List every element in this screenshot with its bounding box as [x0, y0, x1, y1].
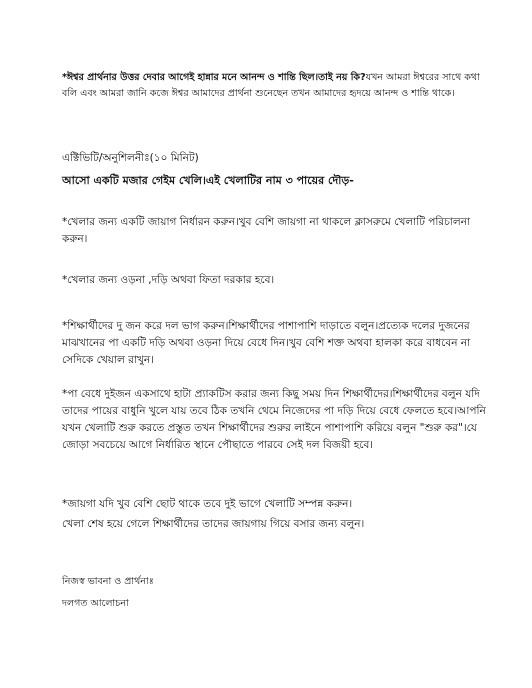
step-1: *খেলার জন্য একটি জায়াগ নির্ধারন করুন।খুব বেশি জায়গা না থাকলে ক্লাসরুমে খেলাটি পরিচালনা করুন।: [62, 216, 471, 245]
discussion-heading: দলগত আলোচনা: [62, 598, 129, 609]
step-5: *জায়গা যদি খুব বেশি ছোট থাকে তবে দুই ভাগে খেলাটি সম্পন্ন করুন।: [62, 498, 353, 510]
intro-bold-text: *ঈশ্বর প্রার্থনার উত্তর দেবার আগেই হান্নার মনে আনন্দ ও শান্তি ছিল।তাই নয় কি?: [62, 72, 366, 83]
intro-body-text: যখন আমরা ঈশ্বরের সাথে কথা বলি এবং আমরা জানি কজে ঈশ্বর আমাদের প্রার্থনা শুনেছেন তখন আমাদের হৃদয়ে আনন্দ ও শান্তি থাকে।: [62, 72, 480, 99]
step-6: খেলা শেষ হয়ে গেলে শিক্ষার্থীদের তাদের জায়গায় গিয়ে বসার জন্য বলুন।: [62, 518, 365, 530]
game-title: আসো একটি মজার গেইম খেলি।এই খেলাটির নাম ৩ পায়ের দৌড়-: [62, 174, 354, 187]
step-3: *শিক্ষার্থীদের দু জন করে দল ভাগ করুন।শিক্ষার্থীদের পাশাপাশি দাড়াতে বলুন।প্রত্যেক দলের দুজনের মাঝখানের পা একটি দড়ি অথবা ওড়না দিয়ে বেধে দিন।খুব বেশি শক্ত অথবা হালকা করে বাধবেন না সেদিকে খেয়াল রাখুন।: [62, 320, 471, 366]
reflection-heading: নিজস্ব ভাবনা ও প্রার্থনাঃ: [62, 576, 154, 587]
step-4: *পা বেধে দুইজন একসাথে হাটা প্র্যাকটিস করার জন্য কিছু সময় দিন শিক্ষার্থীদের।শিক্ষার্থীদের বলুন যদি তাদের পায়ের বাধুনি খুলে যায় তবে ঠিক তখনি থেমে নিজেদের পা দড়ি দিয়ে বেধে ফেলতে হবে।আপনি যখন খেলাটি শুরু করতে প্রস্তুত তখন শিক্ষার্থীদের শুরুর লাইনে পাশাপাশি করিয়ে বলুন "শুরু কর"।যে জোড়া সবচেয়ে আগে নির্ধারিত স্থানে পৌছাতে পারবে সেই দল বিজয়ী হবে।: [62, 388, 486, 451]
step-2: *খেলার জন্য ওড়না ,দড়ি অথবা ফিতা দরকার হবে।: [62, 274, 275, 286]
intro-paragraph: [62, 70, 492, 102]
activity-heading: এক্টিভিটি/অনুশিলনীঃ(১০ মিনিট): [62, 152, 199, 164]
